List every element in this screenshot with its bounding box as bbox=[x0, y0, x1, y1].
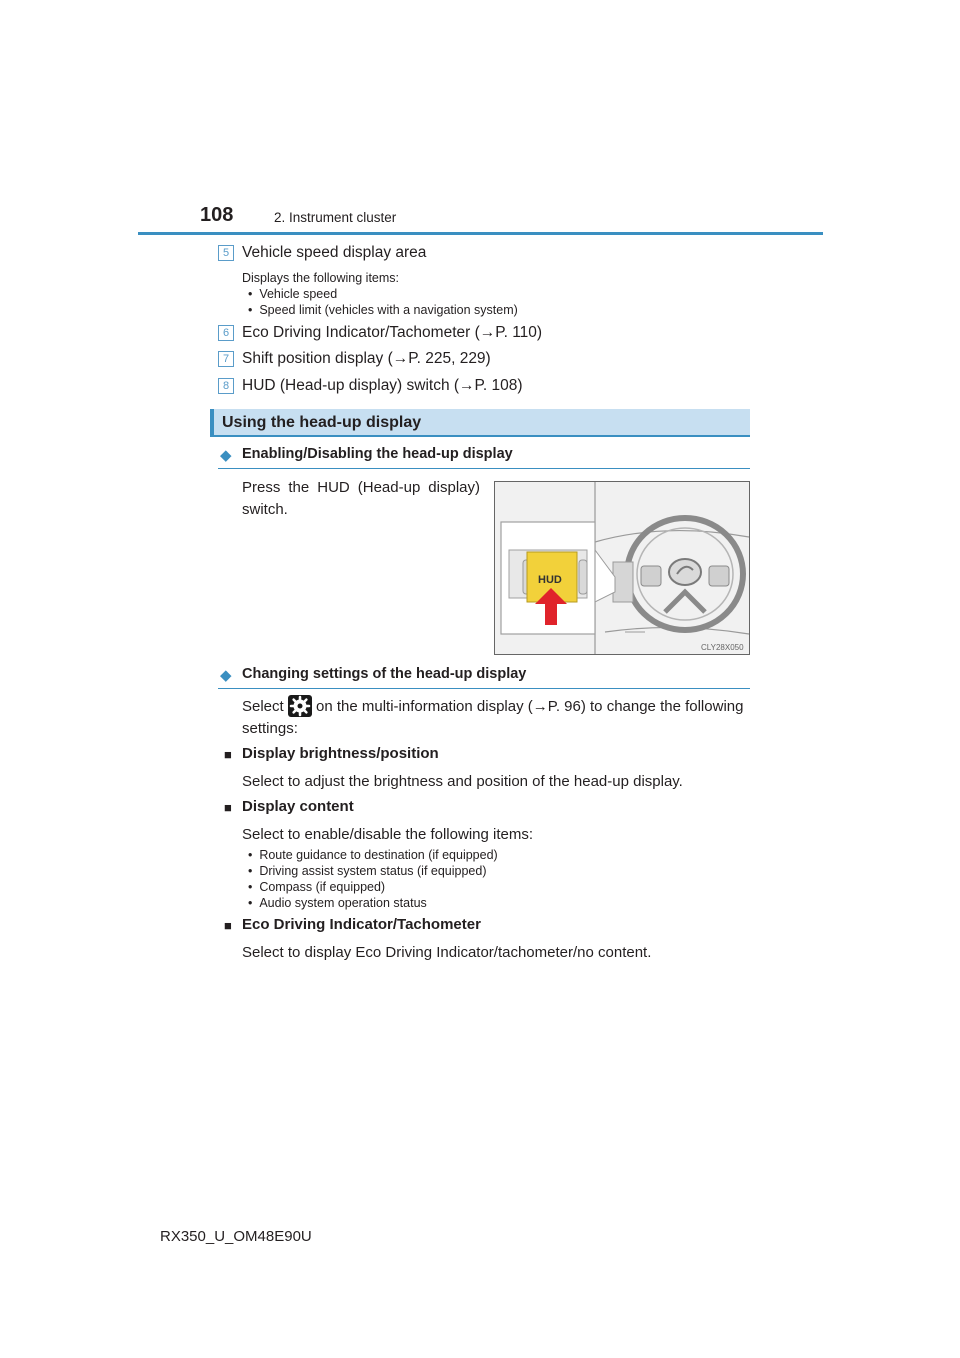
header-rule bbox=[138, 232, 823, 235]
item-vehicle-speed-area: Vehicle speed display area bbox=[242, 244, 427, 261]
footer-code: RX350_U_OM48E90U bbox=[160, 1228, 312, 1245]
diamond-icon: ◆ bbox=[220, 447, 232, 464]
square-bullet-icon: ■ bbox=[224, 918, 232, 933]
changing-text-line2: settings: bbox=[242, 720, 298, 737]
item-hud-switch: HUD (Head-up display) switch (→P. 108) bbox=[242, 377, 523, 394]
brightness-heading: Display brightness/position bbox=[242, 745, 439, 762]
bullet-route-guidance: • Route guidance to destination (if equipped) bbox=[248, 848, 498, 862]
item-number-5: 5 bbox=[218, 245, 234, 261]
figure-code: CLY28X050 bbox=[701, 643, 744, 652]
bullet-speed-limit: • Speed limit (vehicles with a navigation system) bbox=[248, 303, 518, 317]
bullet-compass: • Compass (if equipped) bbox=[248, 880, 386, 894]
square-bullet-icon: ■ bbox=[224, 747, 232, 762]
enable-text: Press the HUD (Head-up display) switch. bbox=[242, 479, 480, 518]
diamond-icon: ◆ bbox=[220, 667, 232, 684]
changing-select-word: Select bbox=[242, 698, 284, 715]
page-number: 108 bbox=[200, 204, 234, 226]
speed-area-intro: Displays the following items: bbox=[242, 271, 400, 285]
changing-heading: Changing settings of the head-up display bbox=[242, 666, 527, 682]
content-heading: Display content bbox=[242, 798, 354, 815]
hud-button-label: HUD bbox=[538, 574, 562, 586]
enable-heading: Enabling/Disabling the head-up display bbox=[242, 446, 513, 462]
item-shift-position: Shift position display (→P. 225, 229) bbox=[242, 350, 491, 367]
bullet-driving-assist: • Driving assist system status (if equipped) bbox=[248, 864, 487, 878]
enable-heading-rule bbox=[218, 468, 750, 469]
hud-switch-figure bbox=[494, 481, 750, 655]
square-bullet-icon: ■ bbox=[224, 800, 232, 815]
item-number-8: 8 bbox=[218, 378, 234, 394]
changing-heading-rule bbox=[218, 688, 750, 689]
content-text: Select to enable/disable the following items: bbox=[242, 826, 534, 843]
item-number-6: 6 bbox=[218, 325, 234, 341]
chapter-title: 2. Instrument cluster bbox=[274, 210, 397, 225]
changing-text-after: on the multi-information display (→P. 96) to change the following bbox=[316, 698, 744, 715]
section-title: Using the head-up display bbox=[222, 414, 422, 431]
bullet-vehicle-speed: • Vehicle speed bbox=[248, 287, 338, 301]
eco-text: Select to display Eco Driving Indicator/tachometer/no content. bbox=[242, 944, 652, 961]
bullet-audio-status: • Audio system operation status bbox=[248, 896, 427, 910]
settings-gear-icon bbox=[288, 695, 312, 717]
dashboard-illustration bbox=[495, 482, 749, 654]
item-number-7: 7 bbox=[218, 351, 234, 367]
eco-heading: Eco Driving Indicator/Tachometer bbox=[242, 916, 481, 933]
brightness-text: Select to adjust the brightness and position of the head-up display. bbox=[242, 773, 683, 790]
item-eco-driving: Eco Driving Indicator/Tachometer (→P. 110) bbox=[242, 324, 543, 341]
